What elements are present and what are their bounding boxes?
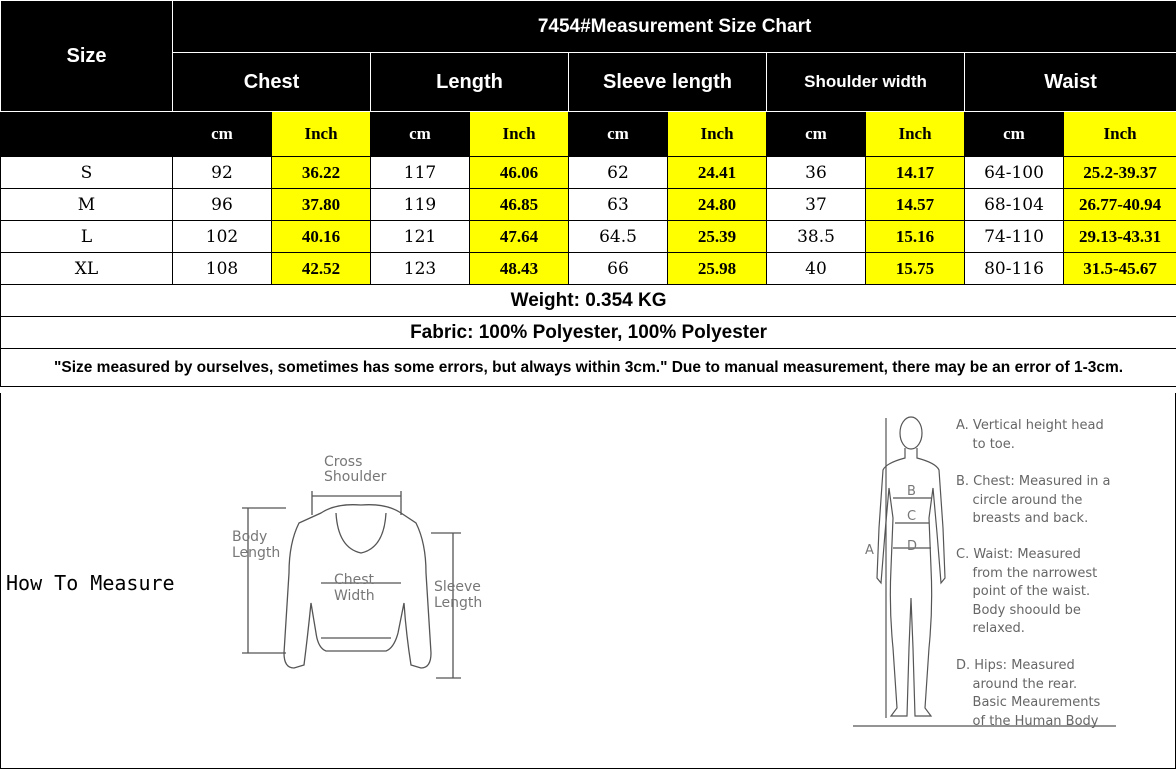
body-note-a: A. Vertical height head to toe. — [956, 418, 1104, 452]
cross-shoulder-label-2: Shoulder — [324, 469, 387, 485]
table-cell: 46.06 — [470, 157, 569, 189]
table-cell: 36 — [767, 157, 866, 189]
garment-neckline — [336, 513, 386, 553]
table-cell: 96 — [173, 189, 272, 221]
garment-measurement-diagram — [226, 453, 496, 693]
table-cell: 40.16 — [272, 221, 371, 253]
table-cell: 37.80 — [272, 189, 371, 221]
unit-cm: cm — [173, 112, 272, 157]
table-cell: 40 — [767, 253, 866, 285]
chest-width-label-1: Chest — [334, 572, 375, 588]
unit-inch: Inch — [866, 112, 965, 157]
table-cell: 25.39 — [668, 221, 767, 253]
fabric-info: Fabric: 100% Polyester, 100% Polyester — [1, 317, 1176, 349]
how-to-measure-label: How To Measure — [6, 571, 175, 595]
sleeve-length-header: Sleeve length — [569, 53, 767, 112]
table-row — [1, 253, 1176, 285]
unit-cm: cm — [965, 112, 1064, 157]
unit-inch: Inch — [470, 112, 569, 157]
length-header: Length — [371, 53, 569, 112]
table-cell: 119 — [371, 189, 470, 221]
figure-head — [900, 417, 922, 449]
body-length-label-2: Length — [232, 545, 281, 561]
table-row — [1, 221, 1176, 253]
table-row — [1, 157, 1176, 189]
table-cell: 68-104 — [965, 189, 1064, 221]
table-cell: 36.22 — [272, 157, 371, 189]
table-cell: 38.5 — [767, 221, 866, 253]
table-cell: 15.16 — [866, 221, 965, 253]
size-unit-spacer — [1, 112, 173, 157]
size-cell: XL — [1, 253, 173, 285]
table-cell: 66 — [569, 253, 668, 285]
body-length-label-1: Body — [232, 529, 268, 545]
table-cell: 24.80 — [668, 189, 767, 221]
table-cell: 102 — [173, 221, 272, 253]
table-cell: 123 — [371, 253, 470, 285]
sleeve-length-label-1: Sleeve — [434, 579, 481, 595]
table-cell: 63 — [569, 189, 668, 221]
size-cell: S — [1, 157, 173, 189]
table-cell: 48.43 — [470, 253, 569, 285]
table-cell: 14.57 — [866, 189, 965, 221]
marker-d: D — [907, 539, 918, 554]
body-note-d: D. Hips: Measured around the rear. Basic Meaurements of the Human Body — [956, 658, 1101, 729]
table-row — [1, 189, 1176, 221]
chest-header: Chest — [173, 53, 371, 112]
unit-cm: cm — [569, 112, 668, 157]
marker-b: B — [907, 484, 916, 499]
table-cell: 46.85 — [470, 189, 569, 221]
table-cell: 31.5-45.67 — [1064, 253, 1176, 285]
unit-cm: cm — [767, 112, 866, 157]
table-cell: 117 — [371, 157, 470, 189]
table-cell: 80-116 — [965, 253, 1064, 285]
marker-a: A — [865, 543, 874, 558]
table-cell: 29.13-43.31 — [1064, 221, 1176, 253]
size-cell: M — [1, 189, 173, 221]
table-cell: 26.77-40.94 — [1064, 189, 1176, 221]
unit-inch: Inch — [668, 112, 767, 157]
table-cell: 47.64 — [470, 221, 569, 253]
table-cell: 108 — [173, 253, 272, 285]
chart-title: 7454#Measurement Size Chart — [173, 1, 1176, 53]
table-cell: 121 — [371, 221, 470, 253]
how-to-measure-section — [0, 393, 1176, 769]
size-column-header: Size — [1, 1, 173, 112]
shoulder-width-header: Shoulder width — [767, 53, 965, 112]
table-cell: 64-100 — [965, 157, 1064, 189]
table-cell: 64.5 — [569, 221, 668, 253]
weight-info: Weight: 0.354 KG — [1, 285, 1176, 317]
size-cell: L — [1, 221, 173, 253]
body-note-c: C. Waist: Measured from the narrowest point of the waist. Body shoould be relaxed. — [956, 547, 1098, 636]
table-cell: 24.41 — [668, 157, 767, 189]
table-cell: 62 — [569, 157, 668, 189]
body-note-b: B. Chest: Measured in a circle around the breasts and back. — [956, 474, 1111, 526]
sleeve-length-label-2: Length — [434, 595, 483, 611]
table-cell: 14.17 — [866, 157, 965, 189]
table-cell: 15.75 — [866, 253, 965, 285]
unit-inch: Inch — [272, 112, 371, 157]
table-cell: 42.52 — [272, 253, 371, 285]
unit-inch: Inch — [1064, 112, 1176, 157]
table-cell: 92 — [173, 157, 272, 189]
table-cell: 37 — [767, 189, 866, 221]
table-cell: 74-110 — [965, 221, 1064, 253]
table-cell: 25.2-39.37 — [1064, 157, 1176, 189]
cross-shoulder-label-1: Cross — [324, 454, 363, 470]
chest-width-label-2: Width — [334, 588, 375, 604]
unit-cm: cm — [371, 112, 470, 157]
marker-c: C — [907, 509, 917, 524]
waist-header: Waist — [965, 53, 1176, 112]
table-cell: 25.98 — [668, 253, 767, 285]
measurement-note: "Size measured by ourselves, sometimes has some errors, but always within 3cm." Due to manual measurement, there may be an error of 1-3cm. — [1, 349, 1176, 387]
